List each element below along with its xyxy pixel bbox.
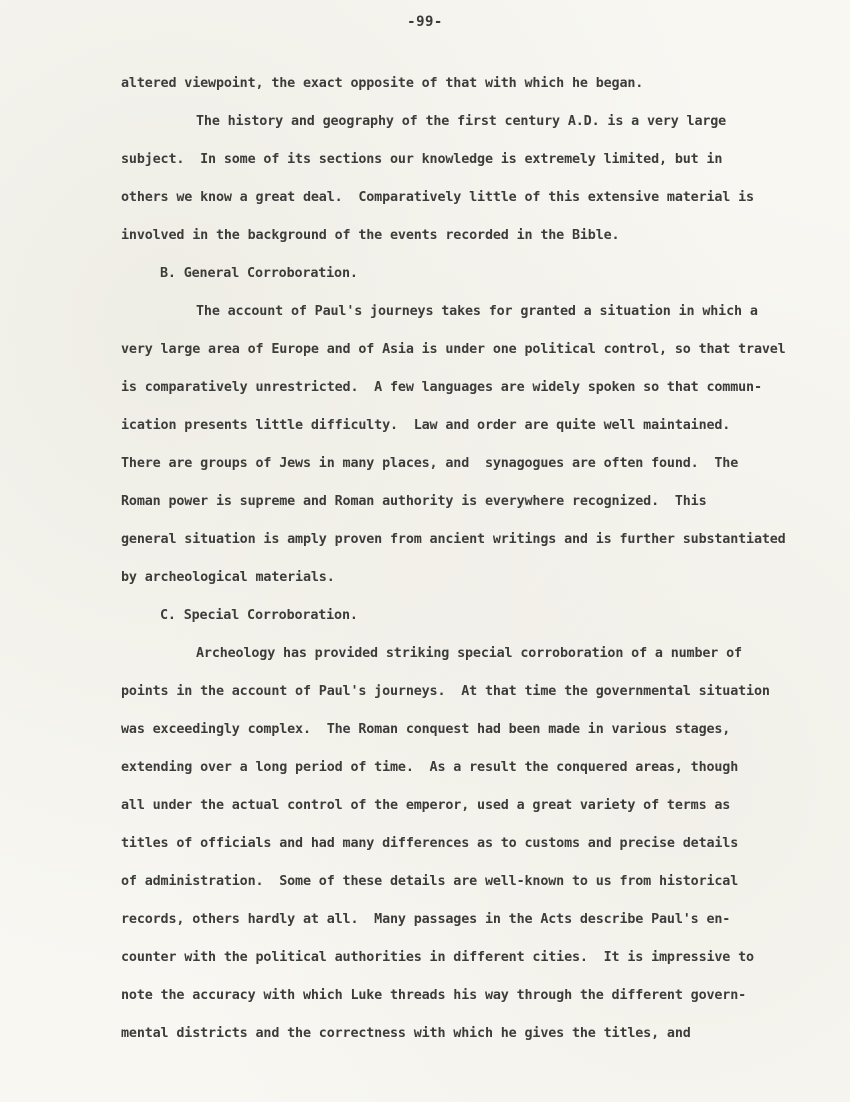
text-line: ication presents little difficulty. Law and order are quite well maintained.	[121, 418, 731, 433]
text-line: subject. In some of its sections our knowledge is extremely limited, but in	[121, 152, 723, 167]
text-line: general situation is amply proven from ancient writings and is further substantiated	[121, 532, 786, 547]
text-line: involved in the background of the events recorded in the Bible.	[121, 228, 620, 243]
text-line: note the accuracy with which Luke threads his way through the different govern-	[121, 988, 747, 1003]
paragraph-first-line: The history and geography of the first century A.D. is a very large	[196, 114, 727, 129]
text-line: titles of officials and had many differences as to customs and precise details	[121, 836, 739, 851]
text-line: others we know a great deal. Comparatively little of this extensive material is	[121, 190, 754, 205]
text-line: of administration. Some of these details are well-known to us from historical	[121, 874, 739, 889]
text-line: mental districts and the correctness with which he gives the titles, and	[121, 1026, 691, 1041]
text-line: is comparatively unrestricted. A few languages are widely spoken so that commun-	[121, 380, 762, 395]
text-line: points in the account of Paul's journeys. At that time the governmental situation	[121, 684, 770, 699]
page-number: -99-	[407, 14, 443, 30]
text-line: records, others hardly at all. Many passages in the Acts describe Paul's en-	[121, 912, 731, 927]
text-line: altered viewpoint, the exact opposite of that with which he began.	[121, 76, 644, 91]
text-line: very large area of Europe and of Asia is under one political control, so that travel	[121, 342, 786, 357]
text-line: was exceedingly complex. The Roman conquest had been made in various stages,	[121, 722, 731, 737]
paragraph-first-line: Archeology has provided striking special corroboration of a number of	[196, 646, 742, 661]
text-line: all under the actual control of the emperor, used a great variety of terms as	[121, 798, 731, 813]
text-line: counter with the political authorities in different cities. It is impressive to	[121, 950, 754, 965]
section-heading-b: B. General Corroboration.	[160, 266, 358, 281]
text-line: Roman power is supreme and Roman authority is everywhere recognized. This	[121, 494, 707, 509]
section-heading-c: C. Special Corroboration.	[160, 608, 358, 623]
text-line: extending over a long period of time. As a result the conquered areas, though	[121, 760, 739, 775]
text-line: There are groups of Jews in many places, and synagogues are often found. The	[121, 456, 739, 471]
text-line: by archeological materials.	[121, 570, 335, 585]
paragraph-first-line: The account of Paul's journeys takes for granted a situation in which a	[196, 304, 758, 319]
